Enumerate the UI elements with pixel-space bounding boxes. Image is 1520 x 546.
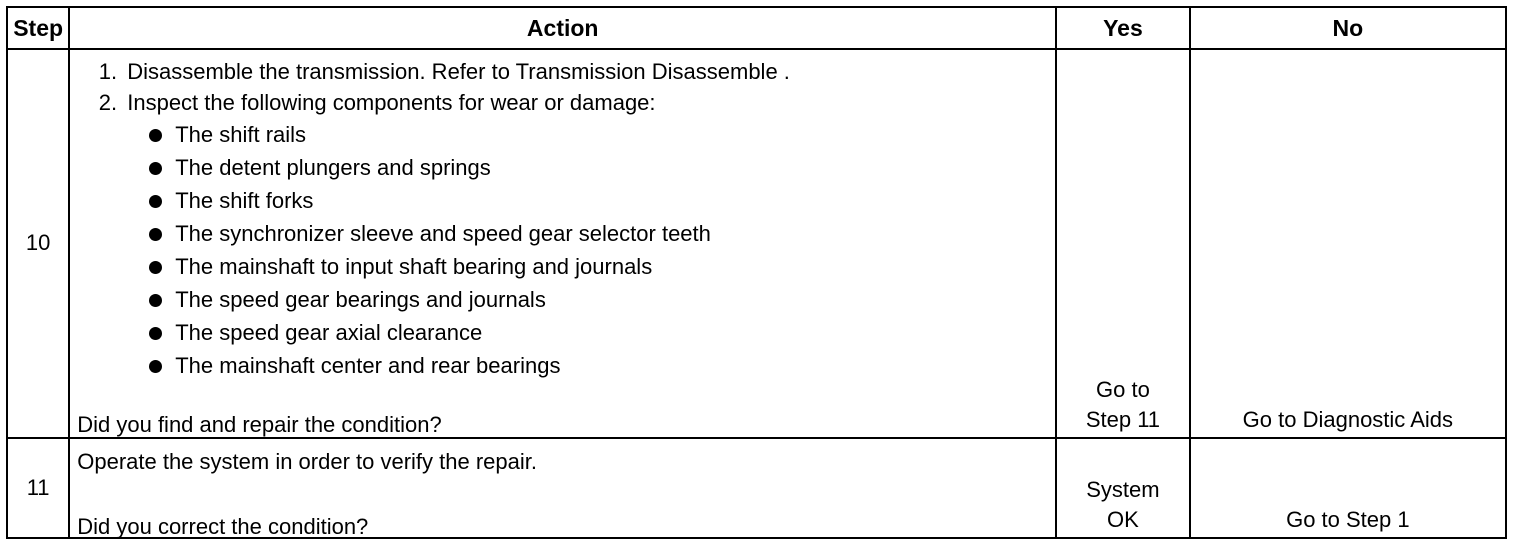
action-cell (69, 49, 1056, 438)
yes-cell (1056, 438, 1190, 538)
header-no: No (1190, 7, 1506, 49)
bullet-icon (149, 294, 162, 307)
list-item-text: The synchronizer sleeve and speed gear selector teeth (175, 221, 711, 246)
bullet-icon (149, 228, 162, 241)
yes-line: OK (1107, 507, 1139, 532)
list-item-text: The mainshaft to input shaft bearing and journals (175, 254, 653, 279)
component-list (127, 118, 1055, 382)
header-action: Action (69, 7, 1056, 49)
diagnostic-table (6, 6, 1507, 539)
action-cell (69, 438, 1056, 538)
yes-line: System (1086, 477, 1160, 502)
bullet-icon (149, 195, 162, 208)
list-item-text: The speed gear bearings and journals (175, 287, 546, 312)
list-item (149, 316, 1055, 349)
action-text: Operate the system in order to verify the repair. (77, 448, 537, 474)
list-item-text: The shift rails (175, 122, 307, 147)
no-cell: Go to Diagnostic Aids (1190, 49, 1506, 438)
list-item-text: The shift forks (175, 188, 314, 213)
numbered-step-text: Inspect the following components for wear or damage: (127, 90, 656, 115)
step-number: 10 (7, 49, 69, 438)
list-item (149, 283, 1055, 316)
list-item (149, 118, 1055, 151)
yes-cell (1056, 49, 1190, 438)
header-yes: Yes (1056, 7, 1190, 49)
list-item (149, 184, 1055, 217)
bullet-icon (149, 360, 162, 373)
bullet-icon (149, 129, 162, 142)
header-step: Step (7, 7, 69, 49)
action-question: Did you correct the condition? (77, 514, 369, 539)
bullet-icon (149, 162, 162, 175)
list-item-text: The speed gear axial clearance (175, 320, 483, 345)
action-question: Did you find and repair the condition? (77, 411, 442, 437)
step-number: 11 (7, 438, 69, 538)
numbered-step: 1. Disassemble the transmission. Refer to Transmission Disassemble . (123, 56, 1055, 87)
table-row-step-10 (7, 49, 1506, 438)
list-item-text: The mainshaft center and rear bearings (175, 353, 561, 378)
numbered-step (123, 87, 1055, 382)
yes-line: Step 11 (1085, 406, 1161, 432)
list-item (149, 217, 1055, 250)
bullet-icon (149, 327, 162, 340)
no-cell: Go to Step 1 (1190, 438, 1506, 538)
list-item (149, 250, 1055, 283)
list-item (149, 151, 1055, 184)
yes-line: Go to (1096, 376, 1150, 402)
list-item-text: The detent plungers and springs (175, 155, 491, 180)
table-row-step-11 (7, 438, 1506, 538)
list-item (149, 349, 1055, 382)
numbered-steps (77, 56, 1055, 382)
bullet-icon (149, 261, 162, 274)
header-row (7, 7, 1506, 49)
